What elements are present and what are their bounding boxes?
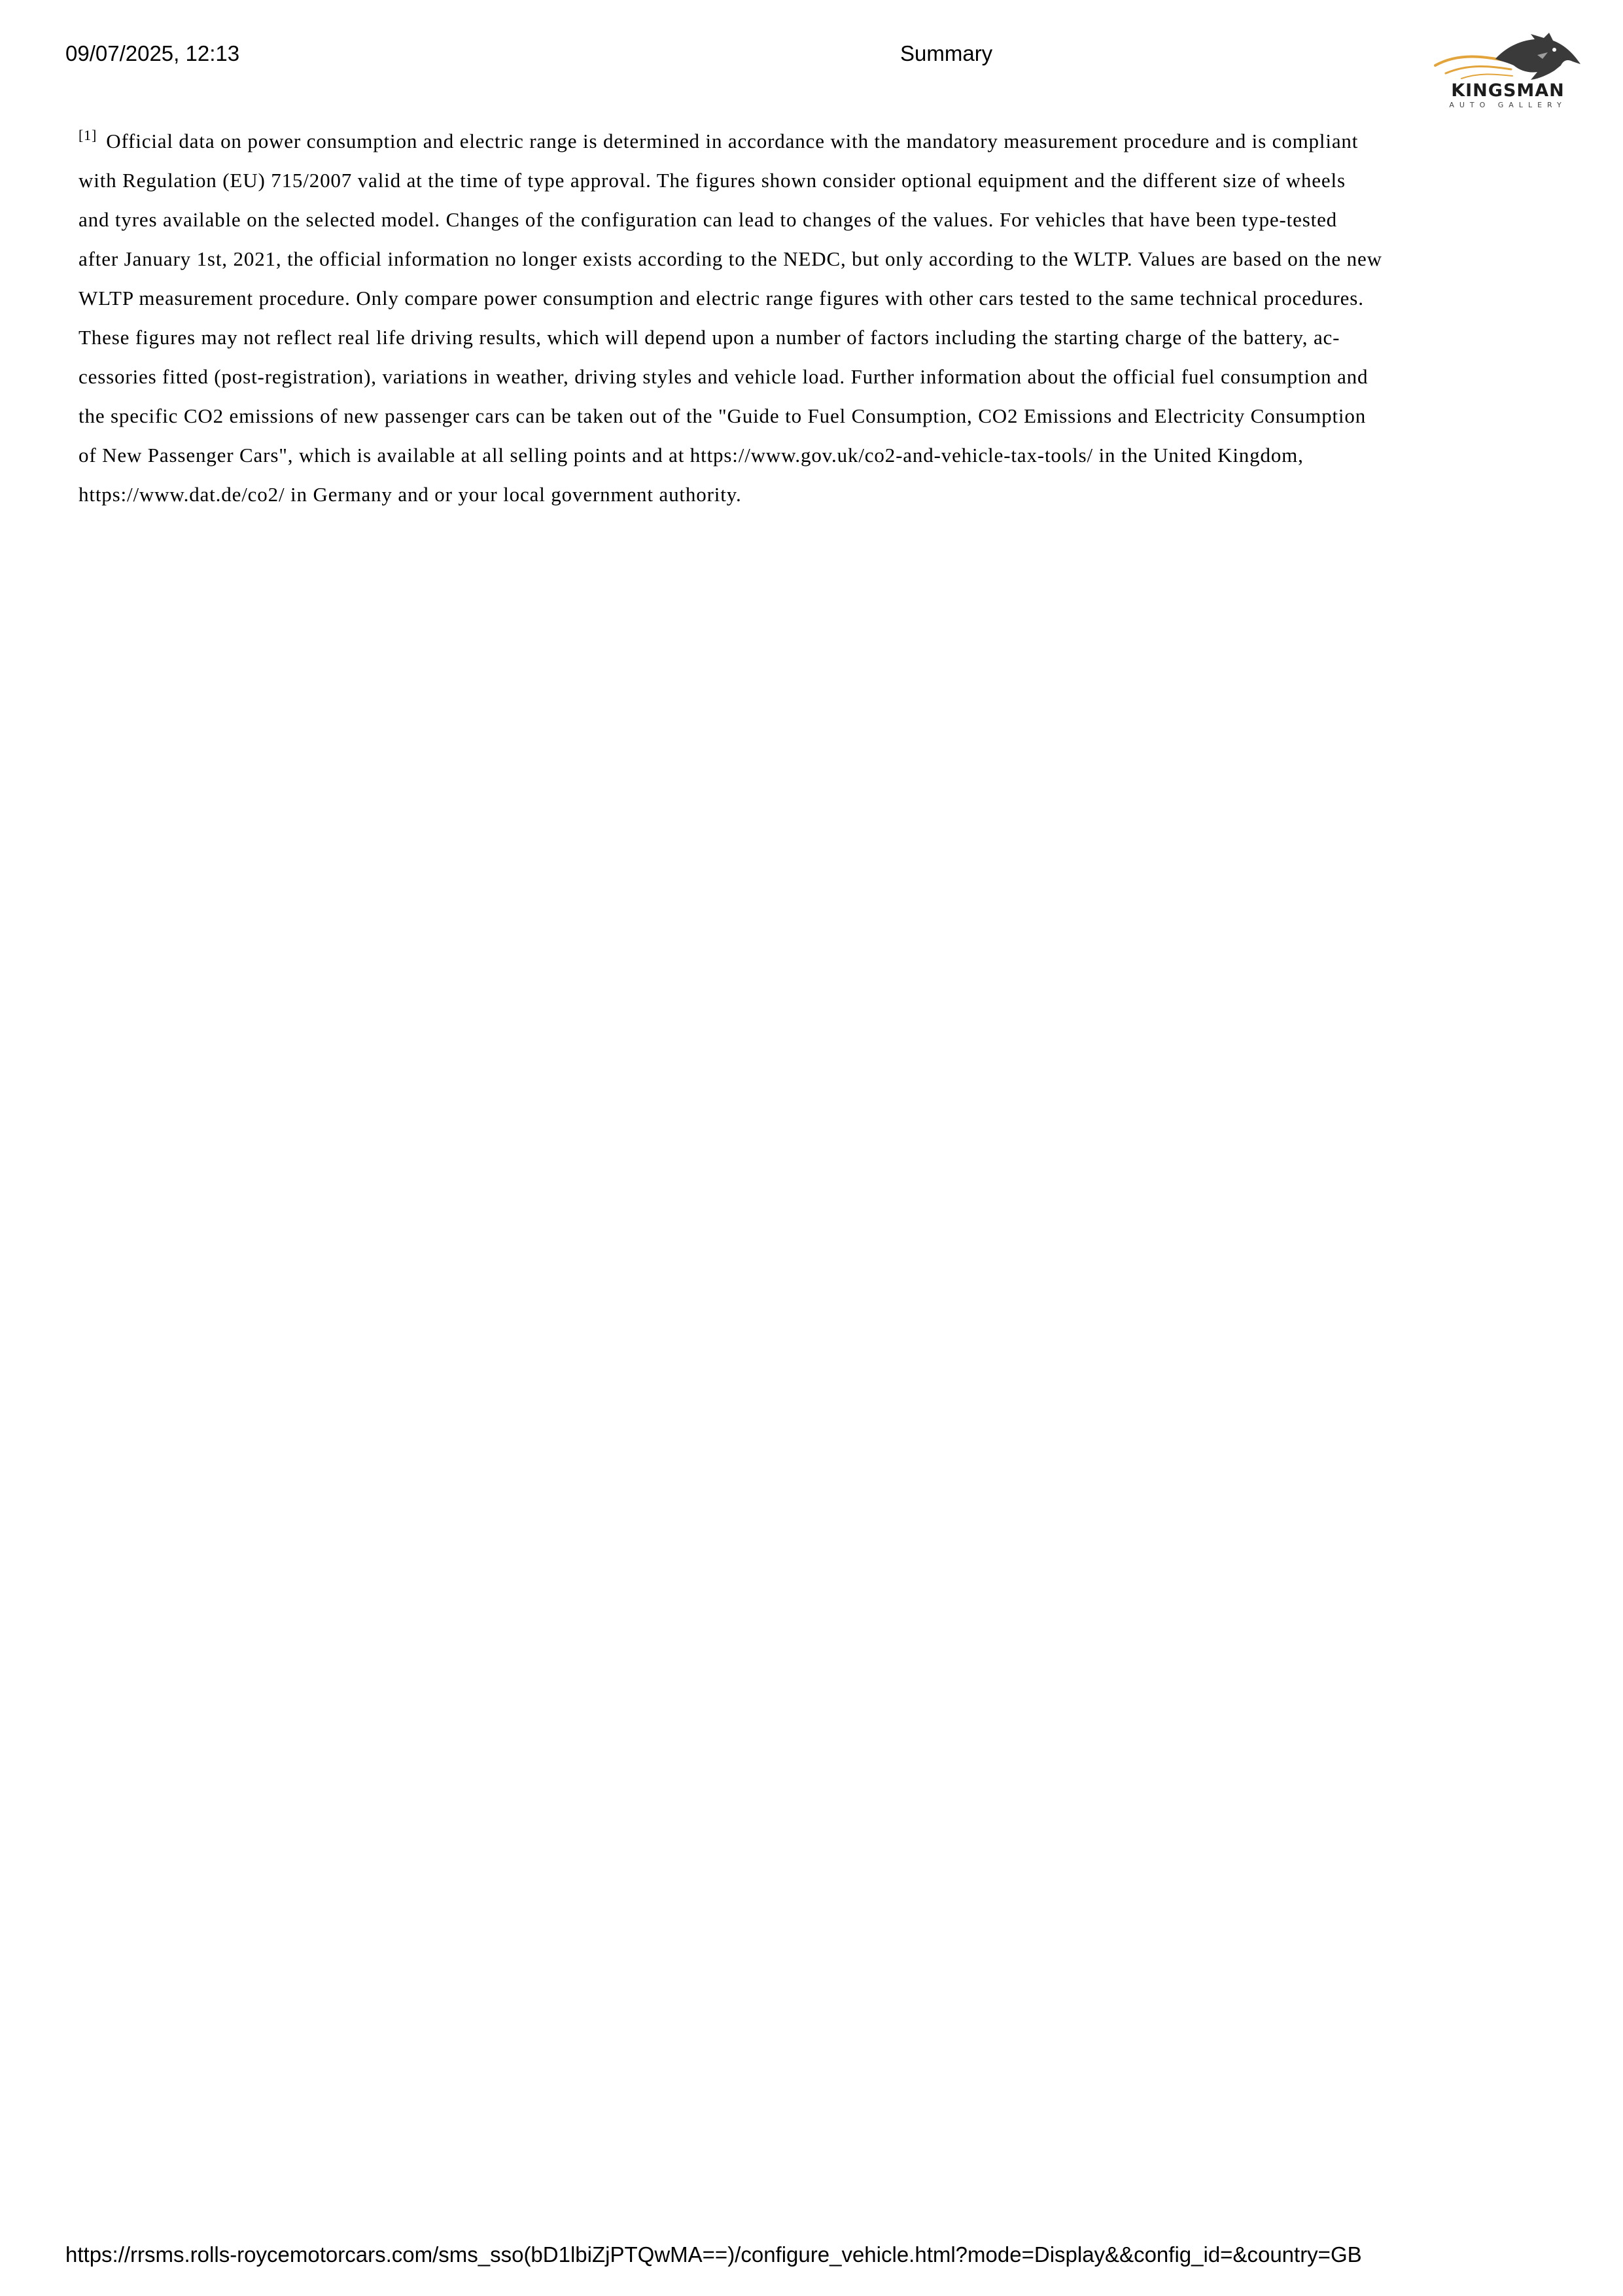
- footnote-line: [79, 122, 1478, 161]
- footnote-line: cessories fitted (post-registration), variations in weather, driving styles and vehicle load. Further information about the official fuel consumption and: [79, 365, 1369, 388]
- logo-wordmark: KINGSMAN: [1451, 80, 1565, 101]
- print-datetime: 09/07/2025, 12:13: [65, 41, 240, 65]
- footnote-line: WLTP measurement procedure. Only compare power consumption and electric range figures with other cars tested to the same technical procedures.: [79, 287, 1364, 309]
- footnote-line: https://www.dat.de/co2/ in Germany and or your local government authority.: [79, 483, 742, 506]
- kingsman-logo: [1433, 33, 1583, 115]
- footnote-marker: [1]: [79, 127, 97, 143]
- footnote-line: the specific CO2 emissions of new passenger cars can be taken out of the "Guide to Fuel Consumption, CO2 Emissions and Electricity Consumption: [79, 404, 1367, 427]
- page-title: Summary: [900, 41, 993, 65]
- footnote-line: with Regulation (EU) 715/2007 valid at the time of type approval. The figures shown consider optional equipment and the different size of wheels: [79, 169, 1346, 192]
- footnote-line: and tyres available on the selected model. Changes of the configuration can lead to changes of the values. For vehicles that have been type-tested: [79, 208, 1338, 231]
- footnote-line-text: Official data on power consumption and electric range is determined in accordance with the mandatory measurement procedure and is compliant: [106, 130, 1359, 152]
- logo-subtitle: AUTO GALLERY: [1449, 101, 1567, 109]
- footnote: [79, 122, 1478, 514]
- footer-url: https://rrsms.rolls-roycemotorcars.com/sms_sso(bD1lbiZjPTQwMA==)/configure_vehicle.html?mode=Display&&config_id=&country=GB: [65, 2242, 1362, 2267]
- footnote-line: of New Passenger Cars", which is available at all selling points and at https://www.gov.uk/co2-and-vehicle-tax-tools/ in the United Kingdom,: [79, 444, 1304, 467]
- footnote-line: These figures may not reflect real life driving results, which will depend upon a number of factors including the starting charge of the battery, ac-: [79, 326, 1340, 349]
- footnote-line: after January 1st, 2021, the official information no longer exists according to the NEDC, but only according to the WLTP. Values are based on the new: [79, 247, 1382, 270]
- dragon-icon: [1433, 33, 1583, 82]
